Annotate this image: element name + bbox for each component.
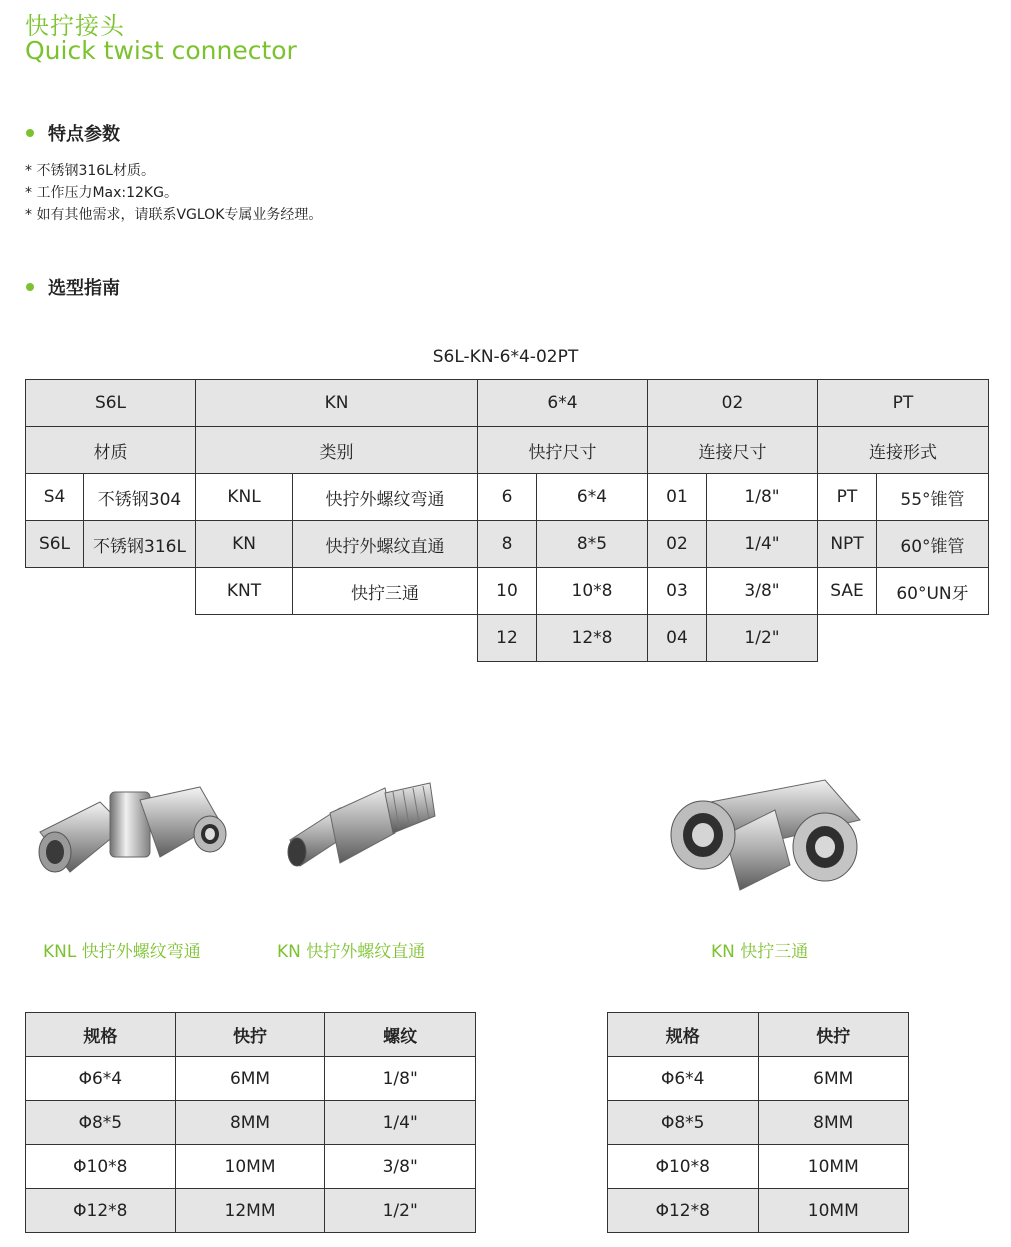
feature-item: * 不锈钢316L材质。 xyxy=(25,163,155,179)
feature-item: * 如有其他需求，请联系VGLOK专属业务经理。 xyxy=(25,207,323,223)
table-row xyxy=(608,1101,909,1145)
table-cell: 8MM xyxy=(175,1101,325,1145)
spec-table-elbow-straight xyxy=(25,1012,476,1233)
table-row xyxy=(608,1189,909,1233)
feature-item: * 工作压力Max:12KG。 xyxy=(25,185,178,201)
conn-size-value: 1/2" xyxy=(706,614,818,662)
table-cell: Φ6*4 xyxy=(608,1057,759,1101)
conn-type-code: SAE xyxy=(817,567,877,615)
column-header: 快拧 xyxy=(175,1013,325,1057)
group-cell: 材质 xyxy=(25,426,196,474)
selection-heading xyxy=(26,274,120,300)
category-code: KNT xyxy=(195,567,293,615)
page-title-cn: 快拧接头 xyxy=(25,12,125,40)
table-cell: Φ12*8 xyxy=(608,1189,759,1233)
caption-kn-straight: KN 快拧外螺纹直通 xyxy=(277,942,426,962)
table-cell: 10MM xyxy=(758,1189,909,1233)
conn-size-value: 3/8" xyxy=(706,567,818,615)
material-name: 不锈钢304 xyxy=(83,473,196,521)
selection-guide-table xyxy=(25,379,989,662)
table-cell: 12MM xyxy=(175,1189,325,1233)
code-cell: KN xyxy=(195,379,478,427)
column-header: 螺纹 xyxy=(325,1013,476,1057)
spec-table-tee xyxy=(607,1012,909,1233)
table-cell: Φ8*5 xyxy=(26,1101,176,1145)
size-code: 6 xyxy=(477,473,537,521)
size-code: 10 xyxy=(477,567,537,615)
features-heading xyxy=(26,120,120,146)
category-code: KN xyxy=(195,520,293,568)
table-row xyxy=(26,1189,476,1233)
bullet-dot-icon xyxy=(26,283,34,291)
bullet-dot-icon xyxy=(26,129,34,137)
size-code: 8 xyxy=(477,520,537,568)
table-row xyxy=(26,1057,476,1101)
table-row xyxy=(26,1145,476,1189)
selection-heading-label: 选型指南 xyxy=(48,278,120,299)
table-row xyxy=(608,1057,909,1101)
table-cell: 8MM xyxy=(758,1101,909,1145)
table-cell: 6MM xyxy=(758,1057,909,1101)
kn-straight-fitting-image xyxy=(285,778,440,878)
category-name: 快拧三通 xyxy=(292,567,478,615)
table-cell: 10MM xyxy=(758,1145,909,1189)
table-cell: 6MM xyxy=(175,1057,325,1101)
table-cell: 10MM xyxy=(175,1145,325,1189)
table-cell: Φ6*4 xyxy=(26,1057,176,1101)
table-row xyxy=(26,1101,476,1145)
category-name: 快拧外螺纹弯通 xyxy=(292,473,478,521)
conn-type-code: NPT xyxy=(817,520,877,568)
features-heading-label: 特点参数 xyxy=(48,124,120,145)
conn-size-code: 01 xyxy=(647,473,707,521)
table-cell: 1/2" xyxy=(325,1189,476,1233)
size-value: 6*4 xyxy=(536,473,648,521)
table-cell: Φ12*8 xyxy=(26,1189,176,1233)
knl-elbow-fitting-image xyxy=(30,772,230,892)
category-name: 快拧外螺纹直通 xyxy=(292,520,478,568)
column-header: 规格 xyxy=(608,1013,759,1057)
conn-type-code: PT xyxy=(817,473,877,521)
conn-size-code: 03 xyxy=(647,567,707,615)
kn-tee-fitting-image xyxy=(665,765,865,895)
table-cell: 3/8" xyxy=(325,1145,476,1189)
conn-type-value: 55°锥管 xyxy=(876,473,989,521)
group-cell: 连接尺寸 xyxy=(647,426,818,474)
material-name: 不锈钢316L xyxy=(83,520,196,568)
conn-size-value: 1/4" xyxy=(706,520,818,568)
conn-size-code: 02 xyxy=(647,520,707,568)
table-cell: Φ10*8 xyxy=(26,1145,176,1189)
conn-size-code: 04 xyxy=(647,614,707,662)
table-cell: 1/4" xyxy=(325,1101,476,1145)
table-row xyxy=(608,1145,909,1189)
group-cell: 类别 xyxy=(195,426,478,474)
conn-type-value: 60°UN牙 xyxy=(876,567,989,615)
caption-knl: KNL 快拧外螺纹弯通 xyxy=(43,942,201,962)
model-code: S6L-KN-6*4-02PT xyxy=(432,347,579,367)
conn-size-value: 1/8" xyxy=(706,473,818,521)
table-cell: Φ8*5 xyxy=(608,1101,759,1145)
column-header: 规格 xyxy=(26,1013,176,1057)
category-code: KNL xyxy=(195,473,293,521)
size-value: 8*5 xyxy=(536,520,648,568)
caption-kn-tee: KN 快拧三通 xyxy=(711,942,809,962)
material-code: S4 xyxy=(25,473,84,521)
table-cell: Φ10*8 xyxy=(608,1145,759,1189)
group-cell: 连接形式 xyxy=(817,426,989,474)
code-cell: PT xyxy=(817,379,989,427)
material-code: S6L xyxy=(25,520,84,568)
code-cell: S6L xyxy=(25,379,196,427)
page-title-en: Quick twist connector xyxy=(25,36,297,65)
table-cell: 1/8" xyxy=(325,1057,476,1101)
code-cell: 6*4 xyxy=(477,379,648,427)
conn-type-value: 60°锥管 xyxy=(876,520,989,568)
column-header: 快拧 xyxy=(758,1013,909,1057)
features-list xyxy=(25,160,322,226)
group-cell: 快拧尺寸 xyxy=(477,426,648,474)
code-cell: 02 xyxy=(647,379,818,427)
size-value: 10*8 xyxy=(536,567,648,615)
size-code: 12 xyxy=(477,614,537,662)
size-value: 12*8 xyxy=(536,614,648,662)
